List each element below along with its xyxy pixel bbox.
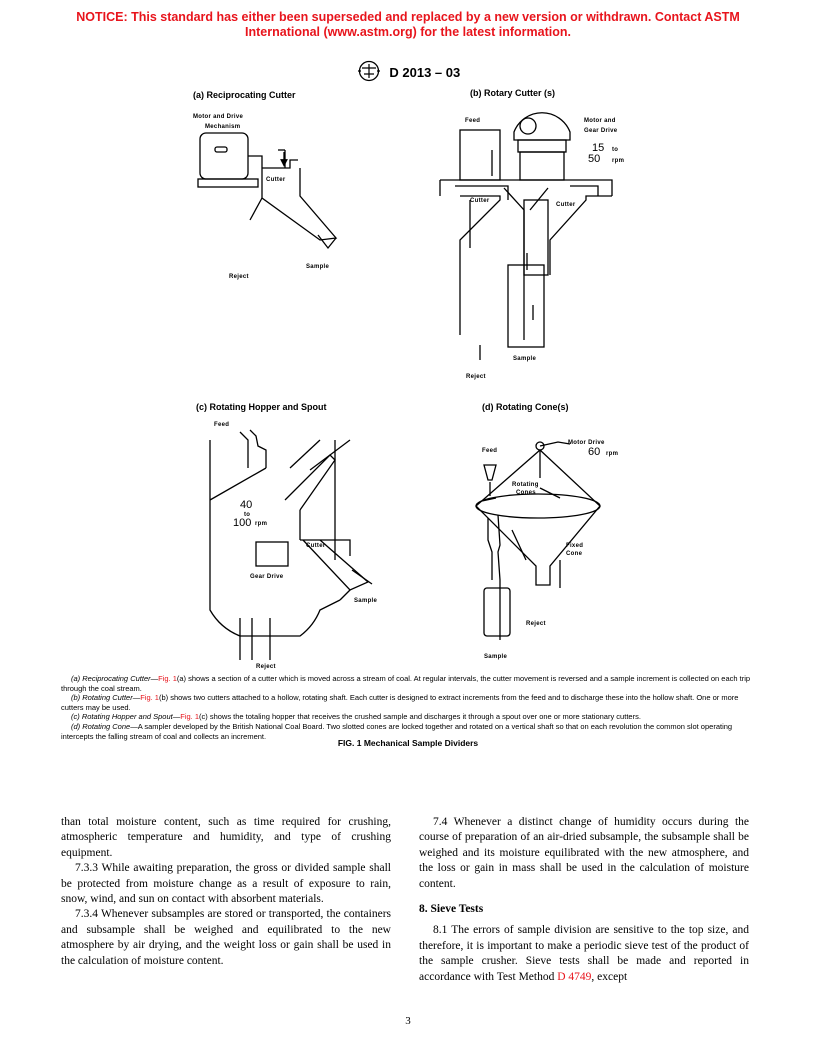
panel-b-reject-label: Reject	[466, 374, 486, 380]
figure-caption: FIG. 1 Mechanical Sample Dividers	[337, 738, 479, 748]
panel-b-speed-num2: 50	[588, 153, 601, 165]
section-7-3-3: 7.3.3 While awaiting preparation, the gross or divided sample shall be protected from moisture change as a result of exposure to rain, snow, wind, and sun on contact with absorbent materials.	[61, 862, 391, 906]
panel-a-motor-label: Motor and Drive	[193, 114, 244, 120]
section-8-heading: 8. Sieve Tests	[419, 903, 484, 916]
panel-b-motor-label: Motor and	[584, 118, 616, 124]
panel-c-cutter-label: Cutter	[306, 543, 326, 549]
section-8-1-end: , except	[591, 970, 628, 983]
panel-b-sample-label: Sample	[513, 356, 537, 362]
note-b-ref[interactable]: Fig. 1	[140, 693, 159, 703]
panel-d-fixed-label: Fixed	[566, 543, 584, 549]
panel-c-speed-to: to	[244, 512, 251, 518]
note-a-ref[interactable]: Fig. 1	[158, 674, 177, 683]
note-a-term: (a) Reciprocating Cutter—	[71, 674, 159, 683]
note-c-term: (c) Rotating Hopper and Spout—	[71, 712, 181, 722]
panel-d-title: (d) Rotating Cone(s)	[482, 402, 569, 412]
panel-d-reject-label: Reject	[526, 621, 546, 627]
panel-c-speed-num: 40	[240, 499, 253, 511]
left-column	[61, 815, 391, 969]
panel-d-cones-label: Cones	[516, 490, 536, 496]
panel-a-mechanism-label: Mechanism	[205, 124, 241, 130]
page-number: 3	[405, 1015, 411, 1027]
panel-b-speed-to: to	[612, 147, 619, 153]
note-c-ref[interactable]: Fig. 1	[180, 712, 199, 722]
panel-c-sample-label: Sample	[354, 598, 378, 604]
panel-d-feed-label: Feed	[482, 448, 498, 454]
panel-b-cutter-right-label: Cutter	[556, 202, 576, 208]
designation: D 2013 – 03	[389, 65, 461, 80]
panel-d-rpm: rpm	[606, 451, 619, 457]
figure-notes	[61, 674, 755, 741]
panel-c-speed-num2: 100	[233, 517, 252, 529]
panel-b-drawing	[440, 113, 612, 360]
notice-banner: NOTICE: This standard has either been superseded and replaced by a new version or withdrawn. Contact ASTM International (www.astm.org) for the latest information.	[76, 10, 740, 39]
panel-b-gear-label: Gear Drive	[584, 128, 618, 134]
panel-a-drawing	[198, 133, 336, 248]
test-method-link[interactable]: D 4749	[557, 970, 592, 983]
panel-b-cutter-left-label: Cutter	[470, 198, 490, 204]
panel-d-cone-label: Cone	[566, 551, 583, 557]
note-b-term: (b) Rotating Cutter—	[71, 693, 141, 703]
panel-c-drawing	[210, 430, 372, 660]
panel-c-feed-label: Feed	[214, 422, 230, 428]
panel-c-rpm: rpm	[255, 521, 268, 527]
section-7-4: 7.4 Whenever a distinct change of humidity occurs during the course of preparation of an air-dried subsample, the subsample shall be weighed and its moisture equilibrated with the new atmosphere, and the loss or gain in mass shall be used in the calculation of moisture content.	[419, 816, 749, 890]
note-a	[61, 674, 755, 693]
panel-d-drawing	[476, 442, 600, 640]
panel-d-motor-label: Motor Drive	[568, 440, 605, 446]
note-c-text: (c) shows the totaling hopper that receives the crushed sample and discharges it through a spout over one or more stationary cutters.	[199, 712, 641, 722]
note-d-text: A sampler developed by the British National Coal Board. Two slotted cones are locked together and rotated on a vertical shaft so that on each revolution the common slot operating intercepts the falling stream of coal and collects an increment.	[61, 721, 733, 741]
section-8-1	[419, 923, 749, 985]
panel-d-sample-label: Sample	[484, 654, 508, 660]
panel-b-speed-num: 15	[592, 142, 605, 154]
panel-b-rpm: rpm	[612, 158, 625, 164]
note-a-text: (a) shows a section of a cutter which is moved across a stream of coal. At regular intervals, the cutter movement is reversed and a sample increment is collected on each trip through the coal stream.	[61, 674, 751, 693]
section-8-1-text: 8.1 The errors of sample division are sensitive to the top size, and therefore, it is important to make a periodic sieve test of the product of the sample crusher. Sieve tests shall be made and reported in accordance with Test Method	[419, 924, 749, 983]
panel-a-cutter-label: Cutter	[266, 177, 286, 183]
panel-d-rotating-label: Rotating	[512, 482, 539, 488]
panel-c-reject-label: Reject	[256, 664, 276, 670]
note-b	[61, 693, 755, 712]
note-d-term: (d) Rotating Cone—	[71, 721, 138, 731]
panel-c-title: (c) Rotating Hopper and Spout	[196, 402, 327, 412]
panel-b-feed-label: Feed	[465, 118, 481, 124]
note-c	[61, 712, 755, 722]
right-column	[419, 815, 749, 985]
panel-b-title: (b) Rotary Cutter (s)	[470, 88, 555, 98]
panel-c-gear-label: Gear Drive	[250, 574, 284, 580]
panel-a-reject-label: Reject	[229, 274, 249, 280]
note-b-text: (b) shows two cutters attached to a hollow, rotating shaft. Each cutter is designed to extract increments from the feed and to discharge these into the hollow shaft. One or more cutters may be used.	[61, 693, 739, 712]
panel-d-speed: 60	[588, 446, 601, 458]
section-7-3-4: 7.3.4 Whenever subsamples are stored or transported, the containers and subsample shall be weighed and equilibrated to the new atmosphere by air drying, and the weight loss or gain shall be used in the calculation of moisture content.	[61, 908, 391, 967]
panel-a-title: (a) Reciprocating Cutter	[193, 90, 296, 100]
left-paragraph-1: than total moisture content, such as time required for crushing, atmospheric temperature and humidity, and type of crushing equipment.	[61, 816, 391, 859]
panel-a-sample-label: Sample	[306, 264, 330, 270]
